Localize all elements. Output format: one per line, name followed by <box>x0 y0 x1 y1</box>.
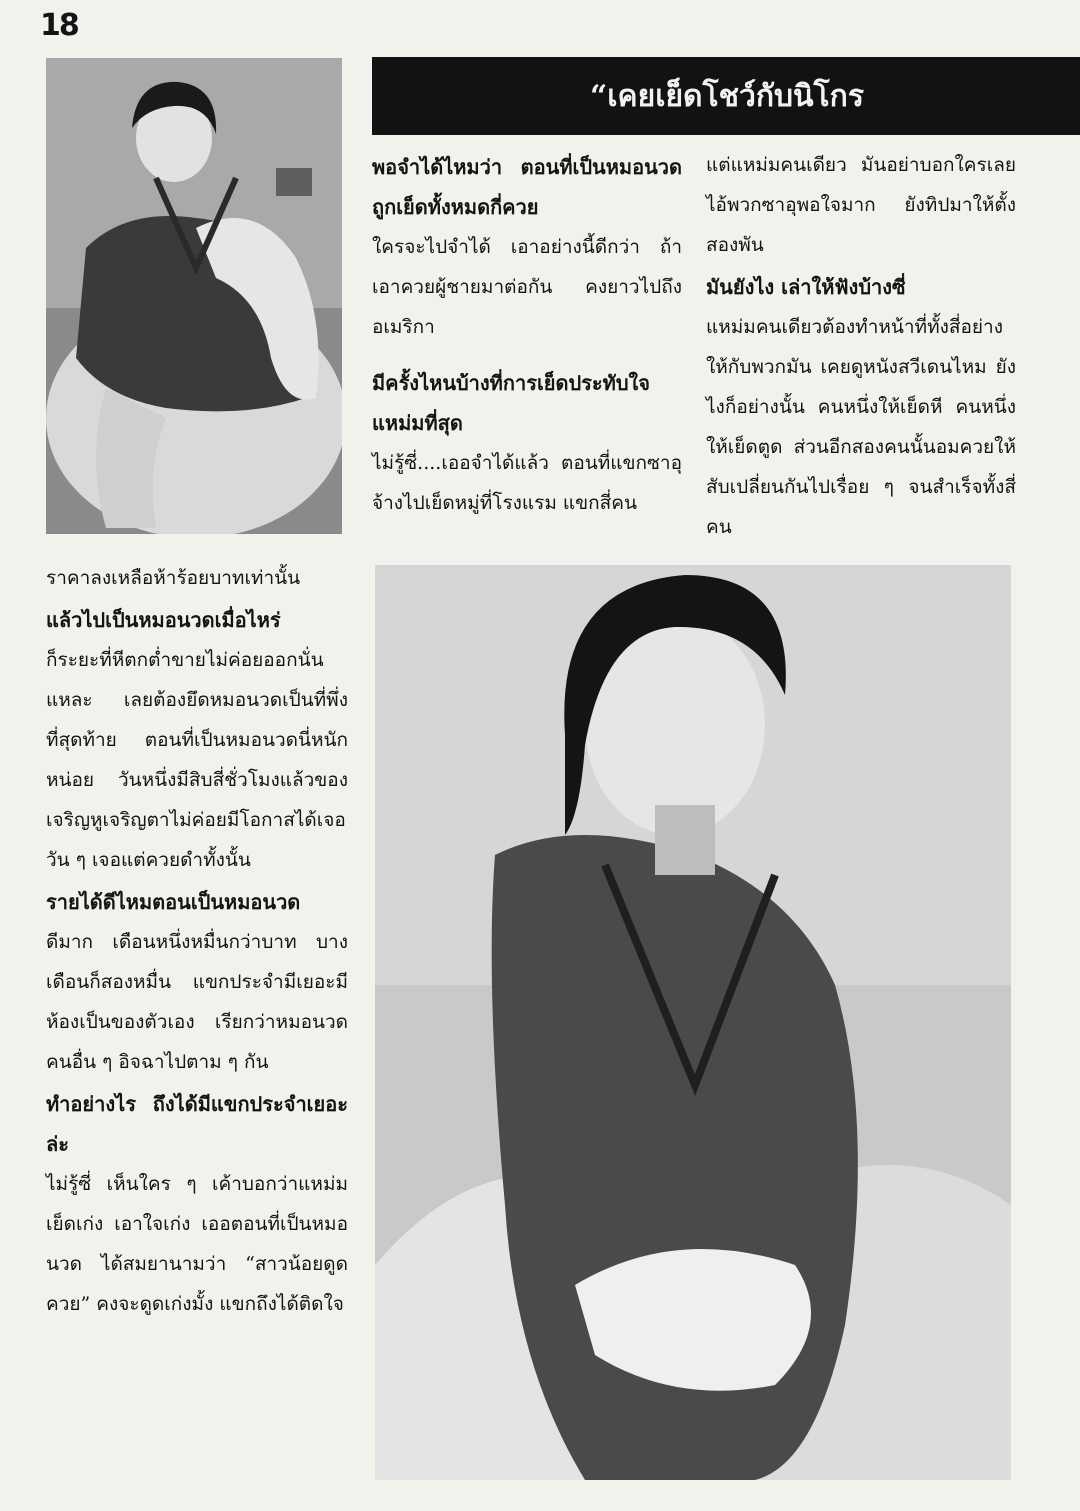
text-column-middle <box>372 145 682 523</box>
answer-paragraph: ไม่รู้ซี่....เออจำได้แล้ว ตอนที่แขกซาอุจ้างไปเย็ดหมู่ที่โรงแรม แขกสี่คน <box>372 452 682 514</box>
answer-paragraph: ก็ระยะที่หีตกต่ำขายไม่ค่อยออกนั่นแหละ เลยต้องยึดหมอนวดเป็นที่พึ่งที่สุดท้าย ตอนที่เป็นหมอนวดนี่หนักหน่อย วันหนึ่งมีสิบสี่ชั่วโมงแล้วของเจริญหูเจริญตาไม่ค่อยมีโอกาสได้เจอ วัน ๆ เจอแต่ควยดำทั้งนั้น <box>46 649 348 871</box>
article-banner <box>372 57 1080 135</box>
answer-paragraph: แหม่มคนเดียวต้องทำหน้าที่ทั้งสี่อย่างให้กับพวกมัน เคยดูหนังสวีเดนไหม ยังไงก็อย่างนั้น คนหนึ่งให้เย็ดหี คนหนึ่งให้เย็ดตูด ส่วนอีกสองคนนั้นอมควยให้ สับเปลี่ยนกันไปเรื่อย ๆ จนสำเร็จทั้งสี่คน <box>706 316 1016 538</box>
photo-woman-portrait <box>375 565 1011 1480</box>
answer-paragraph: ราคาลงเหลือห้าร้อยบาทเท่านั้น <box>46 567 301 589</box>
answer-paragraph: แต่แหม่มคนเดียว มันอย่าบอกใครเลย ไอ้พวกซาอุพอใจมาก ยังทิปมาให้ตั้งสองพัน <box>706 154 1016 256</box>
question-heading: แล้วไปเป็นหมอนวดเมื่อไหร่ <box>46 608 281 632</box>
question-heading: รายได้ดีไหมตอนเป็นหมอนวด <box>46 890 301 914</box>
text-column-left <box>46 558 348 1324</box>
answer-paragraph: ใครจะไปจำได้ เอาอย่างนี้ดีกว่า ถ้าเอาควยผู้ชายมาต่อกัน คงยาวไปถึงอเมริกา <box>372 236 682 338</box>
question-heading: มีครั้งไหนบ้างที่การเย็ดประทับใจแหม่มที่สุด <box>372 371 651 435</box>
question-heading: ทำอย่างไร ถึงได้มีแขกประจำเยอะล่ะ <box>46 1092 348 1156</box>
question-heading: พอจำได้ไหมว่า ตอนที่เป็นหมอนวดถูกเย็ดทั้งหมดกี่ควย <box>372 155 682 219</box>
answer-paragraph: ดีมาก เดือนหนึ่งหมื่นกว่าบาท บางเดือนก็สองหมื่น แขกประจำมีเยอะมีห้องเป็นของตัวเอง เรียกว่าหมอนวดคนอื่น ๆ อิจฉาไปตาม ๆ กัน <box>46 931 348 1073</box>
answer-paragraph: ไม่รู้ซี่ เห็นใคร ๆ เค้าบอกว่าแหม่มเย็ดเก่ง เอาใจเก่ง เออตอนที่เป็นหมอนวด ได้สมยานามว่า “สาวน้อยดูดควย” คงจะดูดเก่งมั้ง แขกถึงได้ติดใจ <box>46 1173 348 1315</box>
photo-woman-seated <box>46 58 342 534</box>
page-number: 18 <box>40 8 78 43</box>
question-heading: มันยังไง เล่าให้ฟังบ้างซี่ <box>706 275 906 299</box>
banner-title: “เคยเย็ดโชว์กับนิโกร <box>590 78 864 114</box>
text-column-right <box>706 145 1016 547</box>
